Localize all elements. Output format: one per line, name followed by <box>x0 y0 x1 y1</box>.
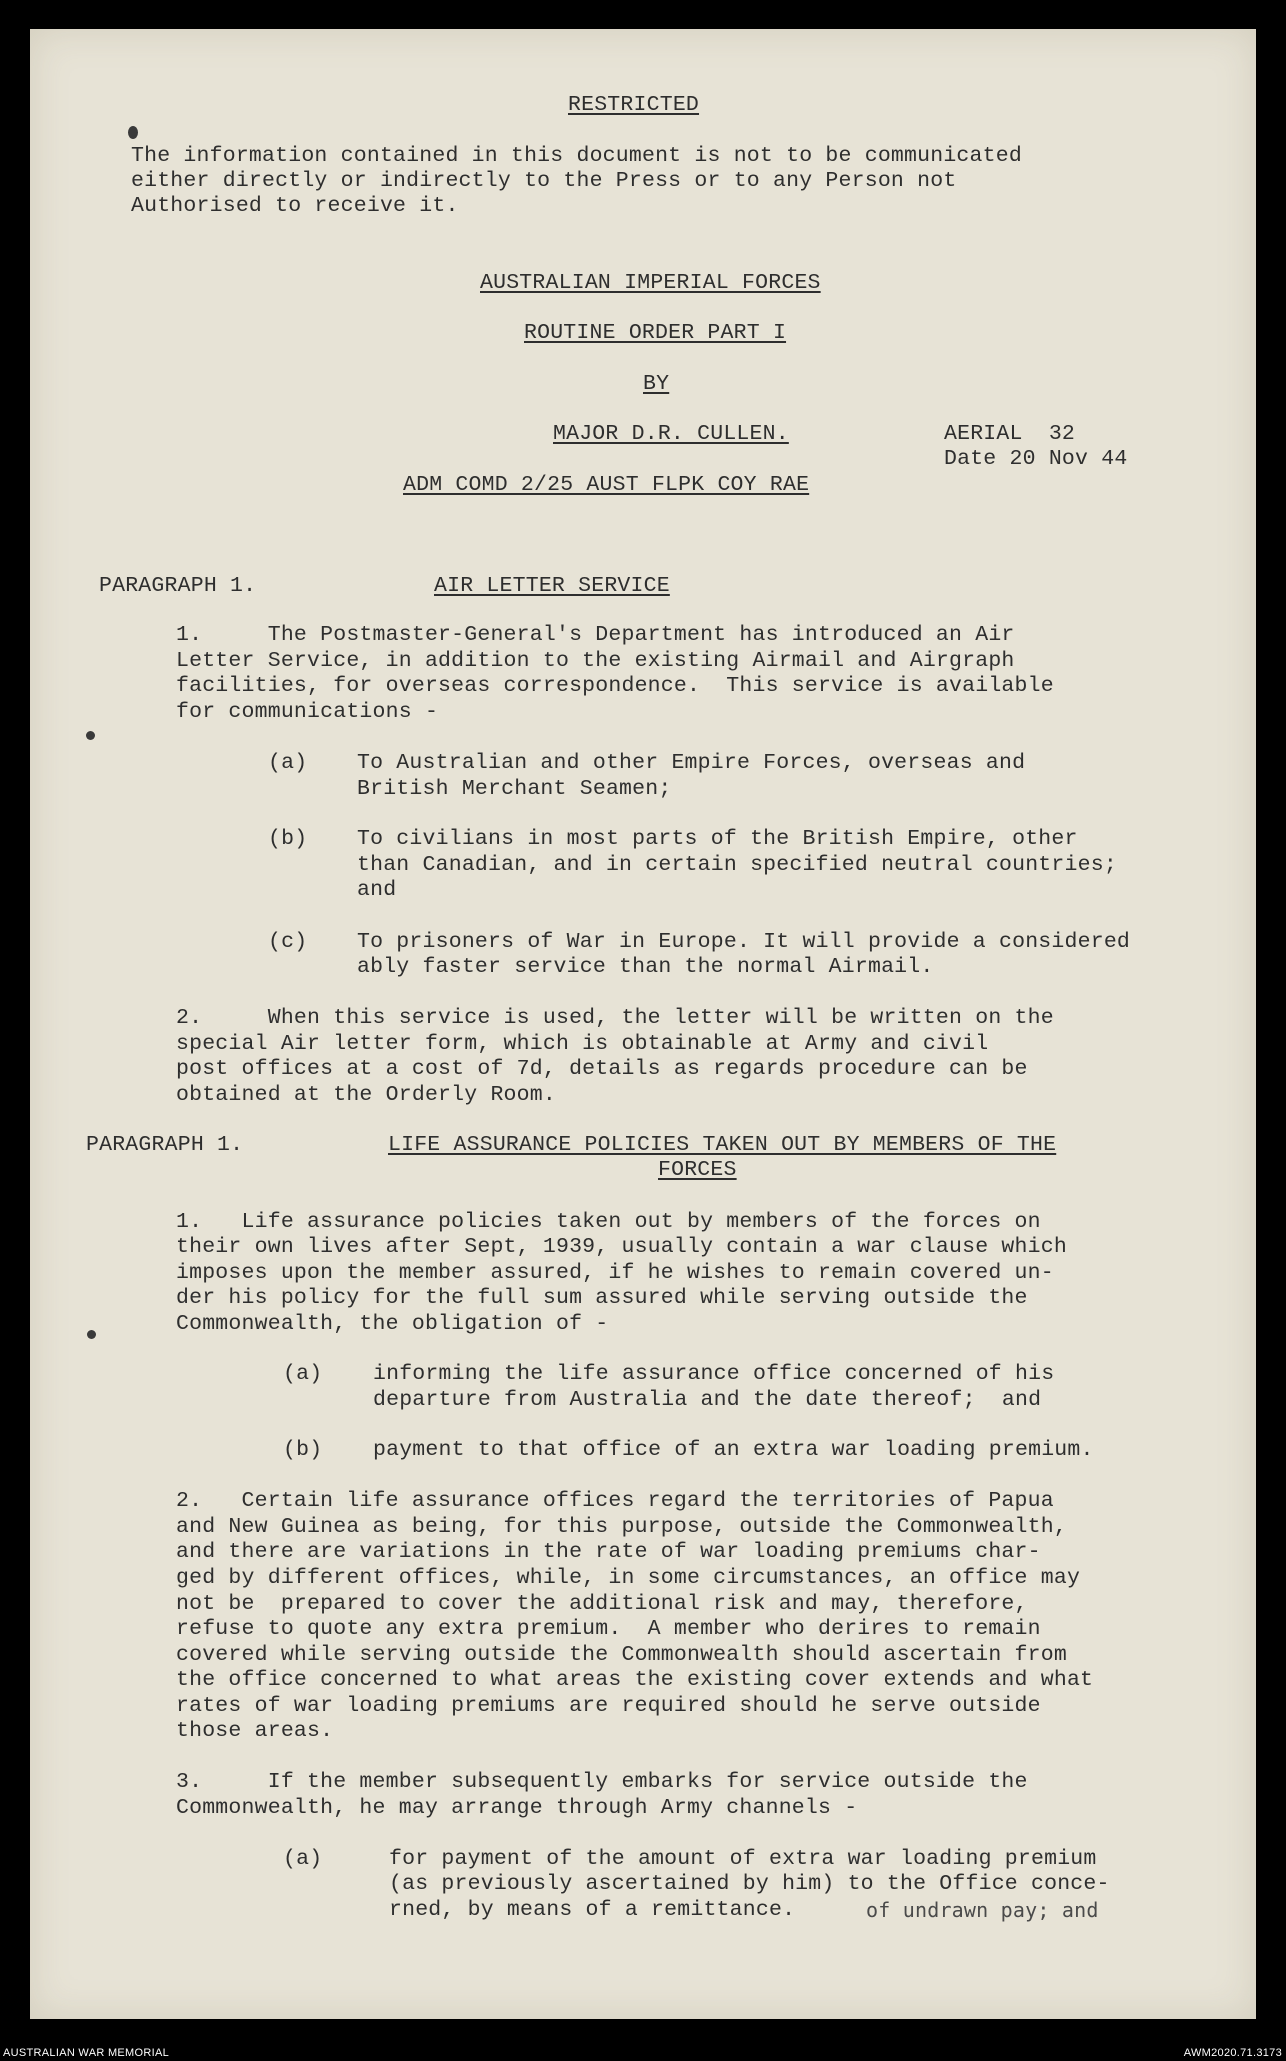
s1-p2-line-2: special Air letter form, which is obtainable at Army and civil <box>176 1032 989 1056</box>
s2-p3-line-2: Commonwealth, he may arrange through Army channels - <box>176 1796 858 1820</box>
unit-name: ADM COMD 2/25 AUST FLPK COY RAE <box>403 473 810 497</box>
s1-item-c-line-1: To prisoners of War in Europe. It will provide a considered <box>357 930 1131 954</box>
s2-p1-line-1: 1. Life assurance policies taken out by members of the forces on <box>176 1210 1041 1234</box>
s1-item-b-line-2: than Canadian, and in certain specified neutral countries; <box>357 853 1117 877</box>
notice-line-3: Authorised to receive it. <box>131 194 459 218</box>
serial-number: AERIAL 32 <box>944 422 1076 446</box>
restricted-label: RESTRICTED <box>568 93 700 117</box>
notice-line-2: either directly or indirectly to the Press or to any Person not <box>131 169 957 193</box>
s2-item-a2-line-3: rned, by means of a remittance. <box>389 1898 796 1922</box>
s1-item-b-line-3: and <box>357 878 397 902</box>
s2-p1-line-5: Commonwealth, the obligation of - <box>176 1312 609 1336</box>
s1-p1-line-1: 1. The Postmaster-General's Department has introduced an Air <box>176 623 1015 647</box>
s1-item-a-line-2: British Merchant Seamen; <box>357 777 672 801</box>
s2-p2-line-2: and New Guinea as being, for this purpose, outside the Commonwealth, <box>176 1515 1067 1539</box>
s2-p1-line-3: imposes upon the member assured, if he wishes to remain covered un- <box>176 1261 1054 1285</box>
s1-p2-line-4: obtained at the Orderly Room. <box>176 1083 556 1107</box>
s2-p2-line-5: not be prepared to cover the additional risk and may, therefore, <box>176 1592 1028 1616</box>
punch-hole-mark <box>86 731 95 740</box>
s1-p2-line-1: 2. When this service is used, the letter will be written on the <box>176 1006 1054 1030</box>
notice-line-1: The information contained in this document is not to be communicated <box>131 144 1022 168</box>
s1-p2-line-3: post offices at a cost of 7d, details as regards procedure can be <box>176 1057 1028 1081</box>
s2-item-a-line-1: informing the life assurance office concerned of his <box>373 1362 1055 1386</box>
s1-p1-line-2: Letter Service, in addition to the existing Airmail and Airgraph <box>176 649 1015 673</box>
s2-item-b-label: (b) <box>283 1438 323 1462</box>
section1-paragraph: PARAGRAPH 1. <box>99 574 257 598</box>
s2-p2-line-6: refuse to quote any extra premium. A member who derires to remain <box>176 1617 1041 1641</box>
order-date: Date 20 Nov 44 <box>944 447 1128 471</box>
s2-p2-line-9: rates of war loading premiums are required should he serve outside <box>176 1694 1041 1718</box>
footer-accession: AWM2020.71.3173 <box>1183 2047 1282 2059</box>
s2-p3-line-1: 3. If the member subsequently embarks for service outside the <box>176 1770 1028 1794</box>
title-by: BY <box>643 372 670 396</box>
s1-item-c-line-2: ably faster service than the normal Airmail. <box>357 955 934 979</box>
s2-p1-line-2: their own lives after Sept, 1939, usually contain a war clause which <box>176 1235 1067 1259</box>
s1-item-b-label: (b) <box>268 827 308 851</box>
s2-item-a2-line-2: (as previously ascertained by him) to the Office conce- <box>389 1872 1110 1896</box>
footer-source: AUSTRALIAN WAR MEMORIAL <box>3 2047 170 2059</box>
section2-paragraph: PARAGRAPH 1. <box>86 1133 244 1157</box>
s2-p2-line-3: and there are variations in the rate of war loading premiums char- <box>176 1540 1041 1564</box>
s1-p1-line-4: for communications - <box>176 700 439 724</box>
s1-item-b-line-1: To civilians in most parts of the British Empire, other <box>357 827 1078 851</box>
s1-item-a-line-1: To Australian and other Empire Forces, overseas and <box>357 751 1026 775</box>
s2-p2-line-1: 2. Certain life assurance offices regard the territories of Papua <box>176 1489 1054 1513</box>
s2-item-b-line-1: payment to that office of an extra war loading premium. <box>373 1438 1094 1462</box>
s2-item-a-label: (a) <box>283 1362 323 1386</box>
punch-hole-mark <box>87 1330 96 1339</box>
officer-name: MAJOR D.R. CULLEN. <box>553 422 789 446</box>
s2-p1-line-4: der his policy for the full sum assured while serving outside the <box>176 1286 1028 1310</box>
title-aif: AUSTRALIAN IMPERIAL FORCES <box>480 271 821 295</box>
s2-item-a2-label: (a) <box>283 1847 323 1871</box>
s2-p2-line-8: the office concerned to what areas the existing cover extends and what <box>176 1668 1094 1692</box>
s2-item-a2-handwritten: of undrawn pay; and <box>866 1898 1099 1922</box>
ink-mark <box>128 126 138 139</box>
s2-p2-line-10: those areas. <box>176 1719 334 1743</box>
s2-p2-line-7: covered while serving outside the Commonwealth should ascertain from <box>176 1643 1067 1667</box>
section2-title-line-2: FORCES <box>658 1158 737 1182</box>
s2-item-a2-line-1: for payment of the amount of extra war loading premium <box>389 1847 1097 1871</box>
section1-title: AIR LETTER SERVICE <box>434 574 670 598</box>
s1-p1-line-3: facilities, for overseas correspondence. This service is available <box>176 674 1054 698</box>
s2-item-a-line-2: departure from Australia and the date thereof; and <box>373 1388 1042 1412</box>
title-routine-order: ROUTINE ORDER PART I <box>524 321 787 345</box>
s2-p2-line-4: ged by different offices, while, in some circumstances, an office may <box>176 1566 1081 1590</box>
section2-title-line-1: LIFE ASSURANCE POLICIES TAKEN OUT BY MEMBERS OF THE <box>388 1133 1057 1157</box>
s1-item-c-label: (c) <box>268 930 308 954</box>
s1-item-a-label: (a) <box>268 751 308 775</box>
